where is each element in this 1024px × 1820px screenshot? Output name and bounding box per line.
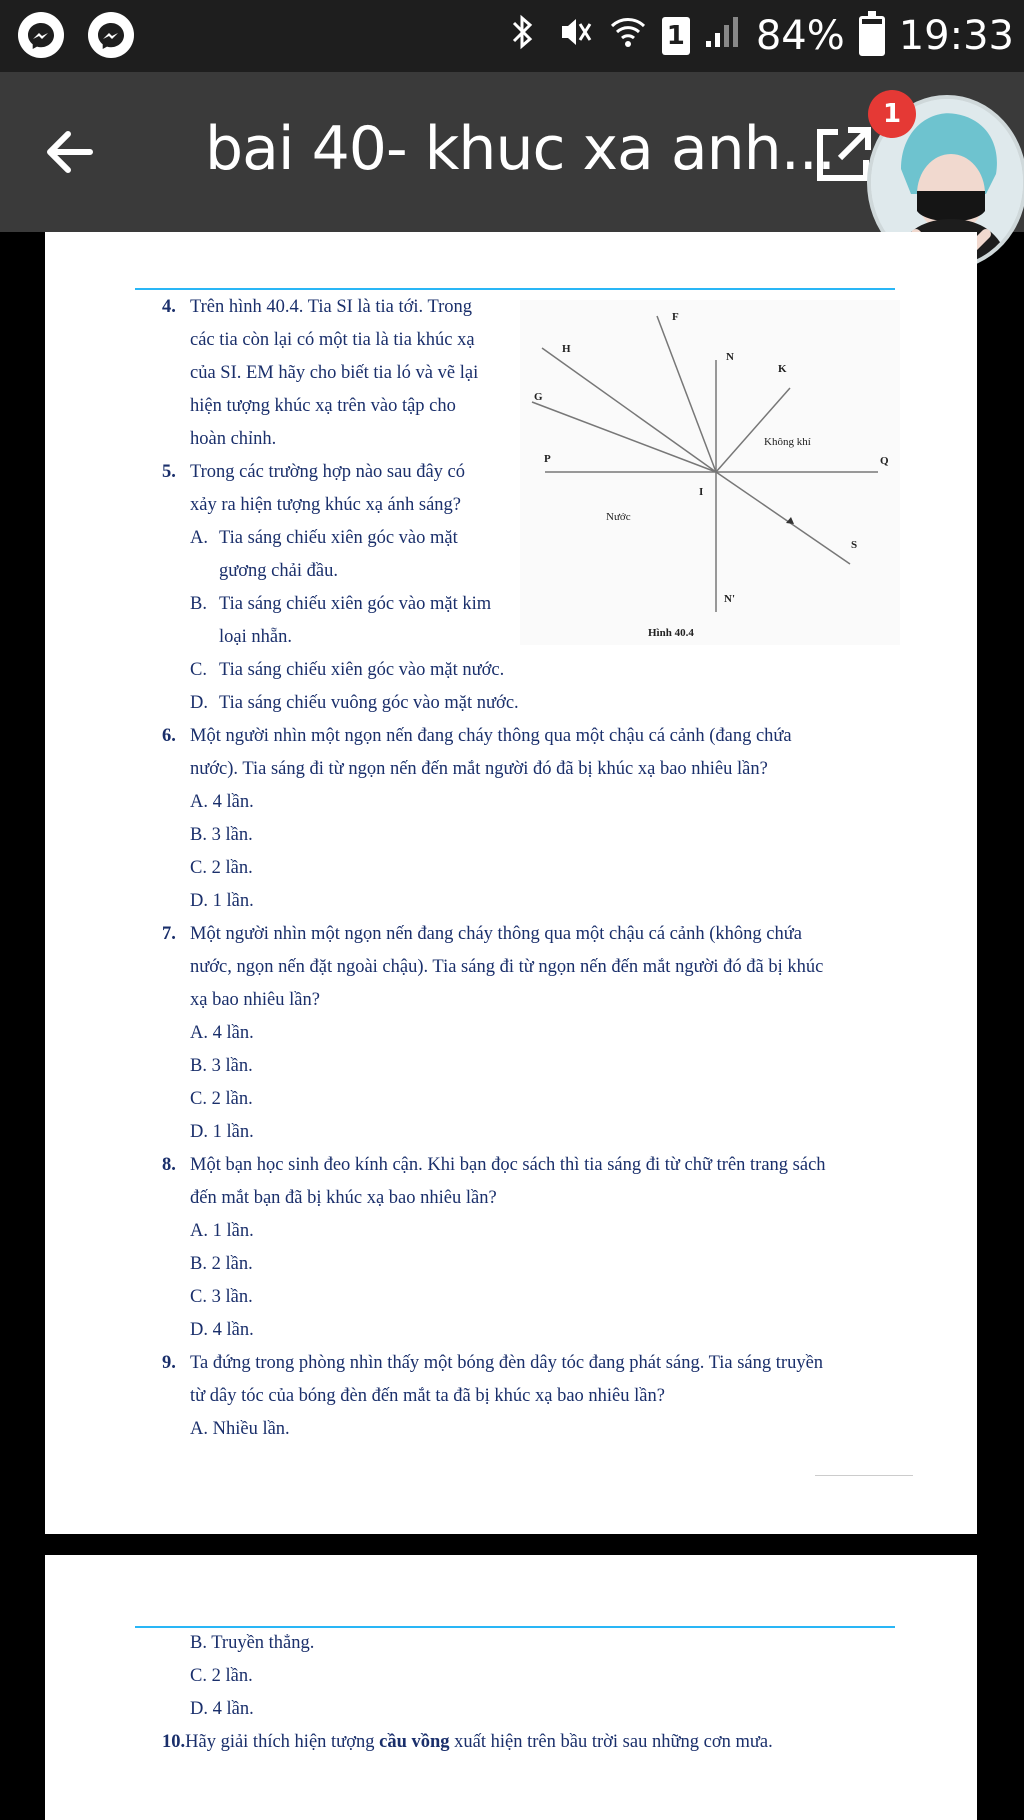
document-page-2 [45,1555,977,1820]
label-P: P [544,453,551,465]
water-label: Nước [606,511,631,523]
clock: 19:33 [898,13,1014,59]
question-5: 5. [162,462,176,482]
question-7: 7. [162,924,176,944]
option-text: D. 4 lần. [190,1320,254,1340]
label-N: N [726,351,734,363]
option-text: D. 1 lần. [190,891,254,911]
option-text: C. 3 lần. [190,1287,253,1307]
question-text: hiện tượng khúc xạ trên vào tập cho [190,396,456,416]
question-text: nước, ngọn nến đặt ngoài chậu). Tia sáng đi từ ngọn nến đến mắt người đó đã bị khúc [190,957,824,977]
label-F: F [672,311,679,323]
option-text: B. 3 lần. [190,1056,253,1076]
option-text: Tia sáng chiếu xiên góc vào mặt kim [219,594,492,614]
label-N-prime: N' [724,593,735,605]
option-text: A. 1 lần. [190,1221,254,1241]
question-text: đến mắt bạn đã bị khúc xạ bao nhiêu lần? [190,1188,497,1208]
question-text: Ta đứng trong phòng nhìn thấy một bóng đèn dây tóc đang phát sáng. Tia sáng truyền [190,1353,824,1373]
option-text: A. Nhiều lần. [190,1419,290,1439]
refraction-diagram [520,300,900,645]
option-text: D. 1 lần. [190,1122,254,1142]
question-text: Một người nhìn một ngọn nến đang cháy thông qua một chậu cá cảnh (đang chứa [190,726,792,746]
question-8: 8. [162,1155,176,1175]
option-text: A. 4 lần. [190,792,254,812]
figure-caption: Hình 40.4 [648,627,694,639]
question-text: các tia còn lại có một tia là tia khúc xạ [190,330,475,350]
air-label: Không khí [764,436,811,448]
option-text: B. 3 lần. [190,825,253,845]
option-text: D. 4 lần. [190,1699,254,1719]
notification-badge: 1 [868,90,916,138]
page-header-rule [135,288,895,290]
page-footer-rule [815,1475,913,1476]
back-arrow-icon[interactable] [40,122,100,182]
label-Q: Q [880,455,889,467]
option-letter: D. [190,693,208,713]
sim-slot-icon: 1 [662,17,690,55]
status-bar [0,0,1024,72]
page-header-rule [135,1626,895,1628]
option-text: Tia sáng chiếu vuông góc vào mặt nước. [219,693,519,713]
battery-percent: 84% [755,13,845,59]
label-S: S [851,539,858,551]
battery-icon [859,16,885,56]
option-letter: C. [190,660,207,680]
question-text: Một người nhìn một ngọn nến đang cháy thông qua một chậu cá cảnh (không chứa [190,924,802,944]
question-text: xảy ra hiện tượng khúc xạ ánh sáng? [190,495,462,515]
option-text: loại nhẵn. [219,627,292,647]
messenger-icon [88,12,134,58]
option-text: Tia sáng chiếu xiên góc vào mặt [219,528,458,548]
option-text: B. 2 lần. [190,1254,253,1274]
option-text: Tia sáng chiếu xiên góc vào mặt nước. [219,660,505,680]
question-text: Trên hình 40.4. Tia SI là tia tới. Trong [190,297,473,317]
question-text: xạ bao nhiêu lần? [190,990,320,1010]
question-text: hoàn chỉnh. [190,429,277,449]
open-external-icon[interactable] [812,124,874,186]
question-text: của SI. EM hãy cho biết tia ló và vẽ lại [190,363,479,383]
label-H: H [562,343,571,355]
signal-icon [704,13,742,59]
question-text: Một bạn học sinh đeo kính cận. Khi bạn đọc sách thì tia sáng đi từ chữ trên trang sách [190,1155,826,1175]
option-letter: B. [190,594,207,614]
question-text: Trong các trường hợp nào sau đây có [190,462,466,482]
messenger-icon [18,12,64,58]
bluetooth-icon [510,12,536,61]
option-text: B. Truyền thẳng. [190,1633,315,1653]
page-title: bai 40- khuc xa anh... [205,114,835,184]
option-text: A. 4 lần. [190,1023,254,1043]
option-text: C. 2 lần. [190,1089,253,1109]
option-text: C. 2 lần. [190,858,253,878]
label-I: I [699,486,704,498]
question-text: nước). Tia sáng đi từ ngọn nến đến mắt người đó đã bị khúc xạ bao nhiêu lần? [190,759,768,779]
question-6: 6. [162,726,176,746]
option-letter: A. [190,528,208,548]
option-text: gương chải đầu. [219,561,338,581]
mute-icon [550,14,594,59]
label-G: G [534,391,543,403]
label-K: K [778,363,787,375]
question-10: 10.Hãy giải thích hiện tượng cầu vồng xuất hiện trên bầu trời sau những cơn mưa. [162,1732,773,1752]
question-9: 9. [162,1353,176,1373]
option-text: C. 2 lần. [190,1666,253,1686]
wifi-icon [608,12,648,61]
question-4: 4. [162,297,176,317]
question-text: từ dây tóc của bóng đèn đến mắt ta đã bị khúc xạ bao nhiêu lần? [190,1386,665,1406]
